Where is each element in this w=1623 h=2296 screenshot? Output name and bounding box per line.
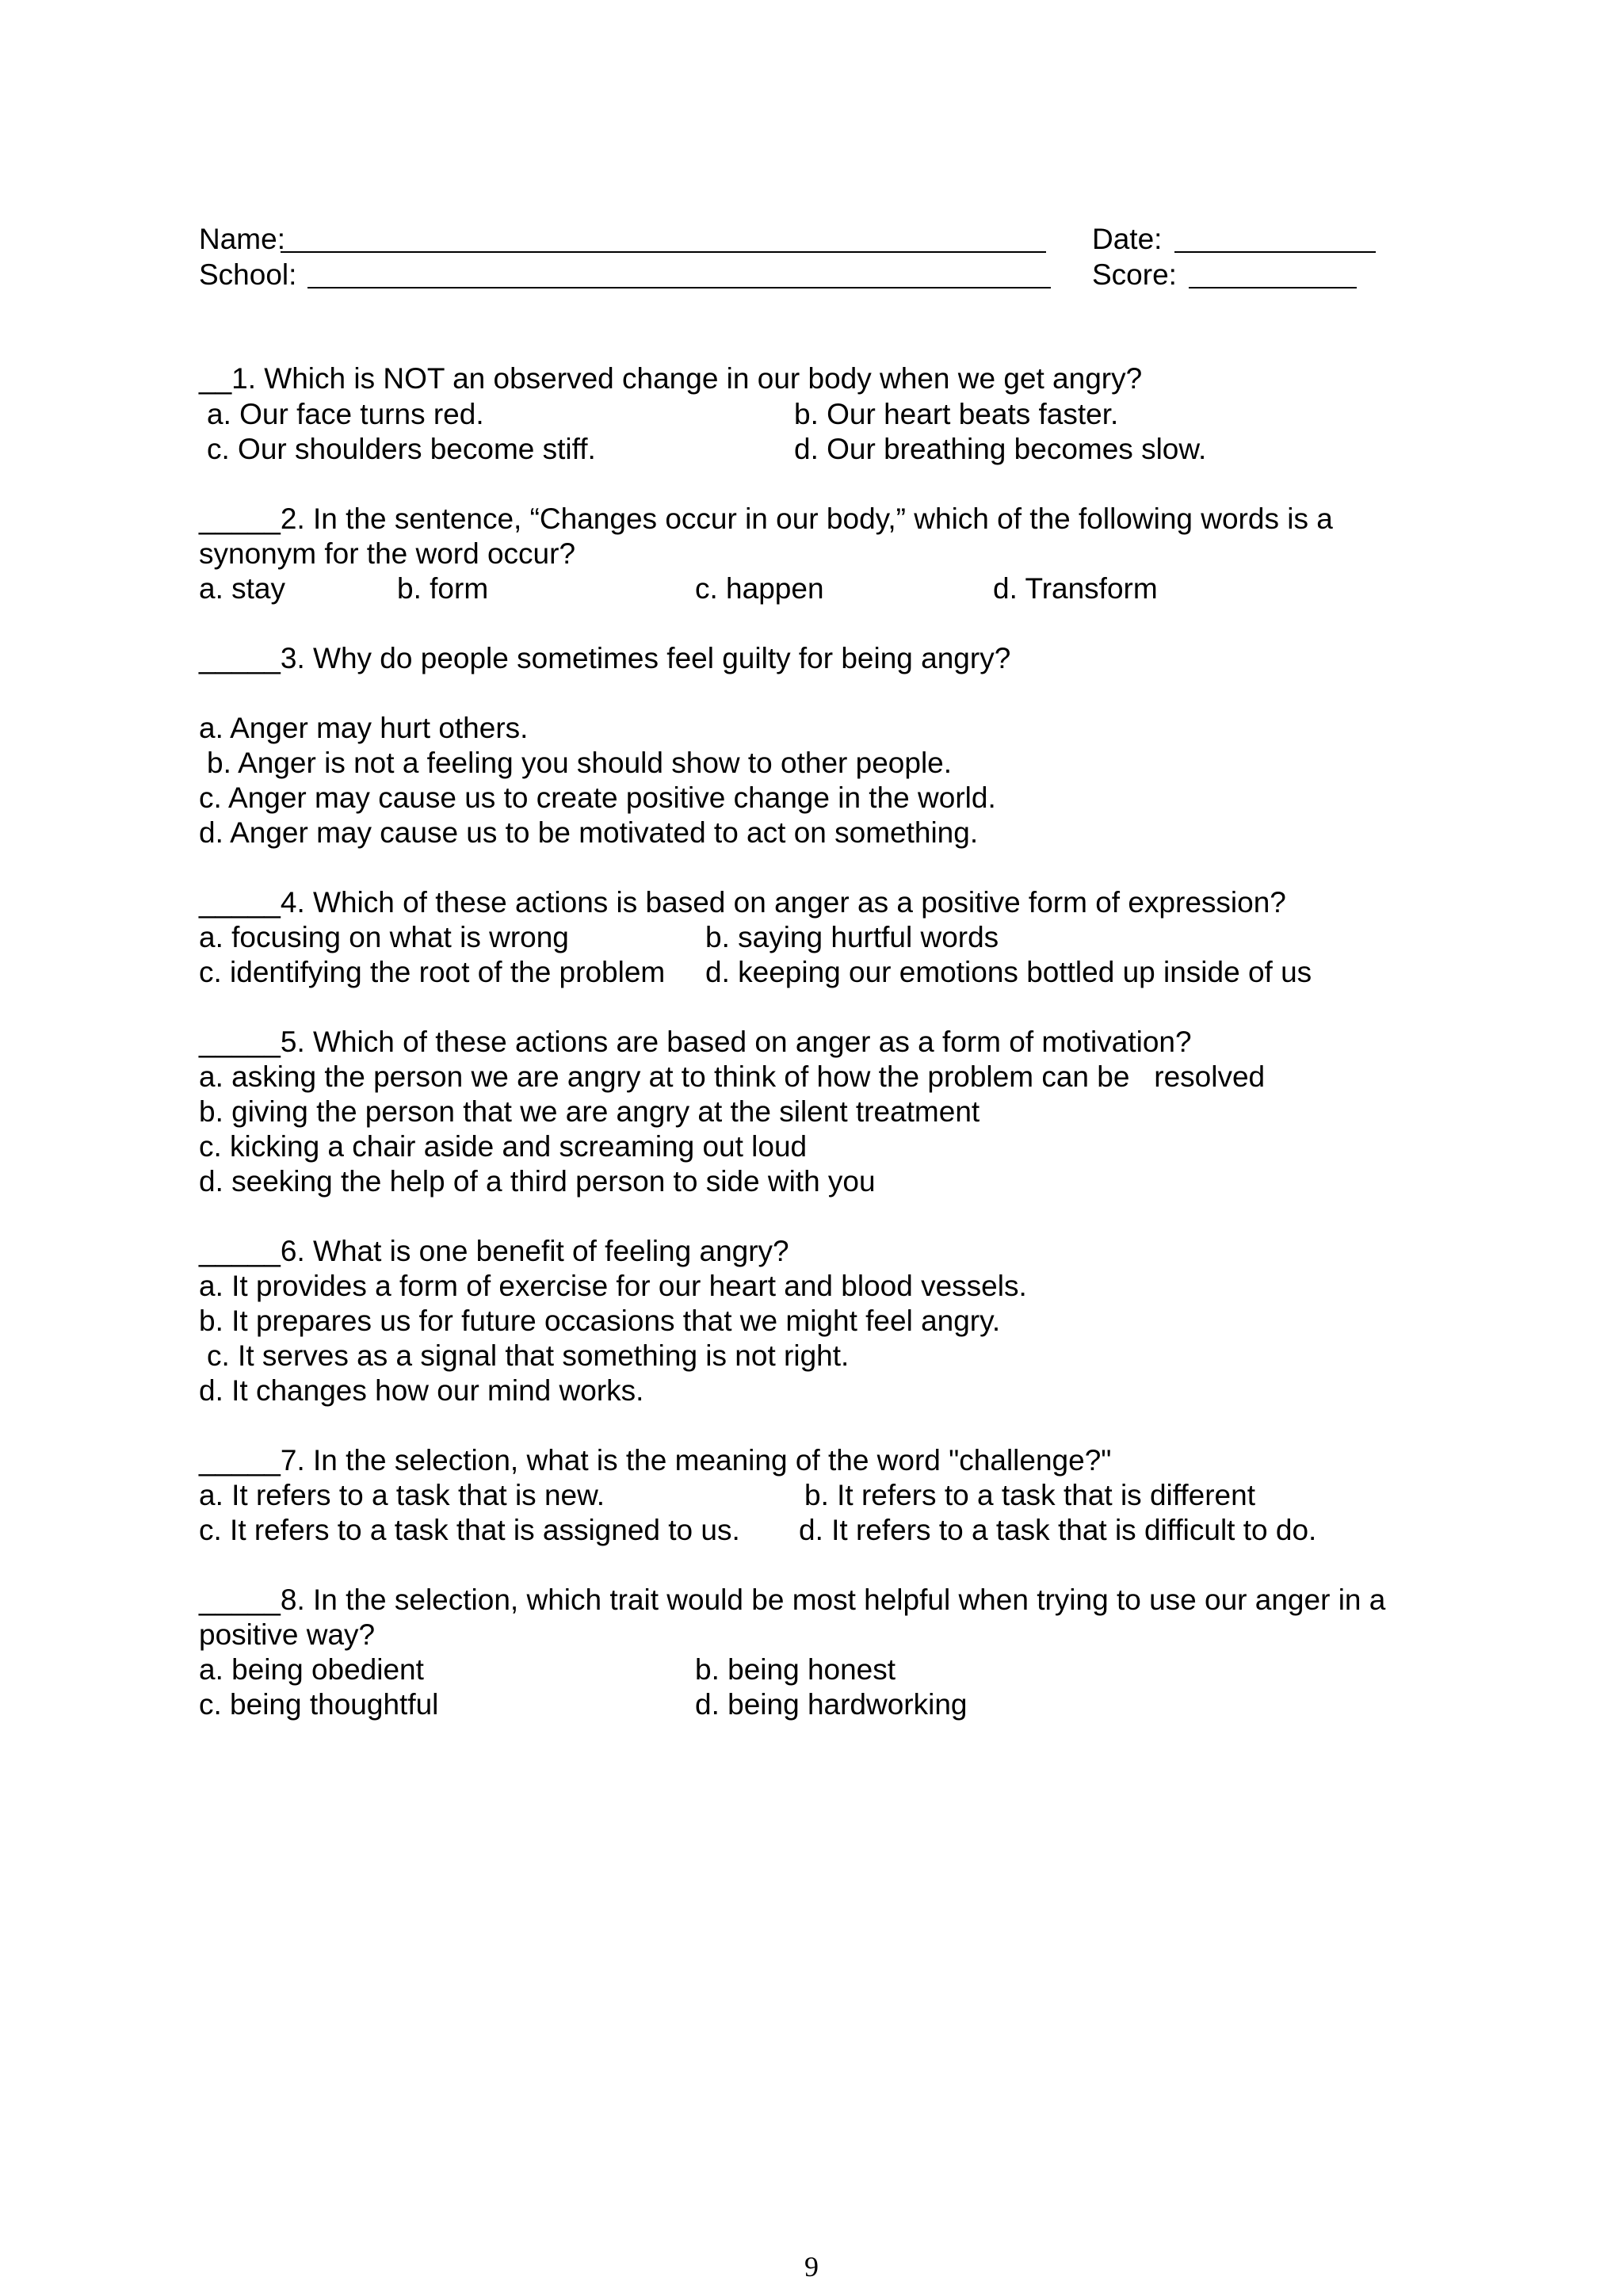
question-stem: 3. Why do people sometimes feel guilty for being angry? (280, 642, 1011, 674)
option-5a: a. asking the person we are angry at to think of how the problem can be resolved (199, 1060, 1266, 1093)
option-8c: c. being thoughtful (199, 1688, 439, 1721)
option-7c: c. It refers to a task that is assigned to us. (199, 1514, 740, 1546)
option-6c: c. It serves as a signal that something is not right. (207, 1339, 850, 1372)
option-8a: a. being obedient (199, 1653, 424, 1686)
question-stem: 8. In the selection, which trait would be most helpful when trying to use our anger in a (280, 1584, 1386, 1616)
question-4 (199, 885, 1286, 920)
answer-blank[interactable]: _____ (199, 642, 281, 674)
option-3c: c. Anger may cause us to create positive change in the world. (199, 781, 996, 814)
question-stem: 1. Which is NOT an observed change in our body when we get angry? (231, 362, 1143, 395)
option-3d: d. Anger may cause us to be motivated to act on something. (199, 816, 979, 849)
answer-blank[interactable]: _____ (199, 886, 281, 919)
date-label: Date: (1092, 223, 1163, 255)
answer-blank[interactable]: _____ (199, 1584, 281, 1616)
option-5d: d. seeking the help of a third person to side with you (199, 1165, 876, 1198)
option-6b: b. It prepares us for future occasions that we might feel angry. (199, 1305, 1001, 1337)
option-7a: a. It refers to a task that is new. (199, 1479, 605, 1511)
question-8 (199, 1583, 1385, 1618)
option-8b: b. being honest (695, 1653, 896, 1686)
question-2-cont: synonym for the word occur? (199, 537, 576, 570)
option-3b: b. Anger is not a feeling you should show to other people. (207, 747, 953, 779)
option-2b: b. form (397, 572, 489, 605)
option-6d: d. It changes how our mind works. (199, 1374, 644, 1407)
option-6a: a. It provides a form of exercise for our heart and blood vessels. (199, 1270, 1027, 1302)
date-field[interactable] (1174, 251, 1376, 253)
question-stem: 4. Which of these actions is based on anger as a positive form of expression? (280, 886, 1286, 919)
option-4d: d. keeping our emotions bottled up inside of us (705, 956, 1312, 988)
option-5b: b. giving the person that we are angry at the silent treatment (199, 1095, 980, 1128)
option-2d: d. Transform (993, 572, 1158, 605)
page-number: 9 (804, 2251, 819, 2283)
option-4a: a. focusing on what is wrong (199, 921, 569, 953)
answer-blank[interactable]: __ (199, 362, 232, 395)
option-2c: c. happen (695, 572, 824, 605)
option-2a: a. stay (199, 572, 285, 605)
question-stem: 7. In the selection, what is the meaning of the word "challenge?" (280, 1444, 1112, 1477)
question-3 (199, 641, 1010, 676)
question-1 (199, 361, 1142, 396)
answer-blank[interactable]: _____ (199, 1026, 281, 1058)
option-4c: c. identifying the root of the problem (199, 956, 666, 988)
question-stem: 2. In the sentence, “Changes occur in our body,” which of the following words is a (280, 502, 1333, 535)
option-7d: d. It refers to a task that is difficult to do. (799, 1514, 1317, 1546)
question-2 (199, 502, 1333, 537)
score-label: Score: (1092, 258, 1177, 291)
question-7 (199, 1443, 1111, 1478)
option-5c: c. kicking a chair aside and screaming out loud (199, 1130, 808, 1163)
school-field[interactable] (307, 287, 1051, 288)
question-stem: 5. Which of these actions are based on anger as a form of motivation? (280, 1026, 1192, 1058)
question-5 (199, 1025, 1192, 1060)
answer-blank[interactable]: _____ (199, 502, 281, 535)
option-3a: a. Anger may hurt others. (199, 712, 529, 744)
name-field[interactable] (281, 251, 1046, 253)
option-1d: d. Our breathing becomes slow. (794, 433, 1207, 465)
name-label: Name: (199, 223, 285, 255)
answer-blank[interactable]: _____ (199, 1444, 281, 1477)
school-label: School: (199, 258, 297, 291)
option-1a: a. Our face turns red. (207, 398, 484, 430)
option-1b: b. Our heart beats faster. (794, 398, 1119, 430)
option-4b: b. saying hurtful words (705, 921, 999, 953)
question-stem: 6. What is one benefit of feeling angry? (280, 1235, 789, 1267)
question-8-cont: positive way? (199, 1618, 376, 1651)
question-6 (199, 1234, 789, 1269)
option-7b: b. It refers to a task that is different (804, 1479, 1255, 1511)
option-8d: d. being hardworking (695, 1688, 968, 1721)
answer-blank[interactable]: _____ (199, 1235, 281, 1267)
score-field[interactable] (1189, 287, 1357, 288)
option-1c: c. Our shoulders become stiff. (207, 433, 596, 465)
